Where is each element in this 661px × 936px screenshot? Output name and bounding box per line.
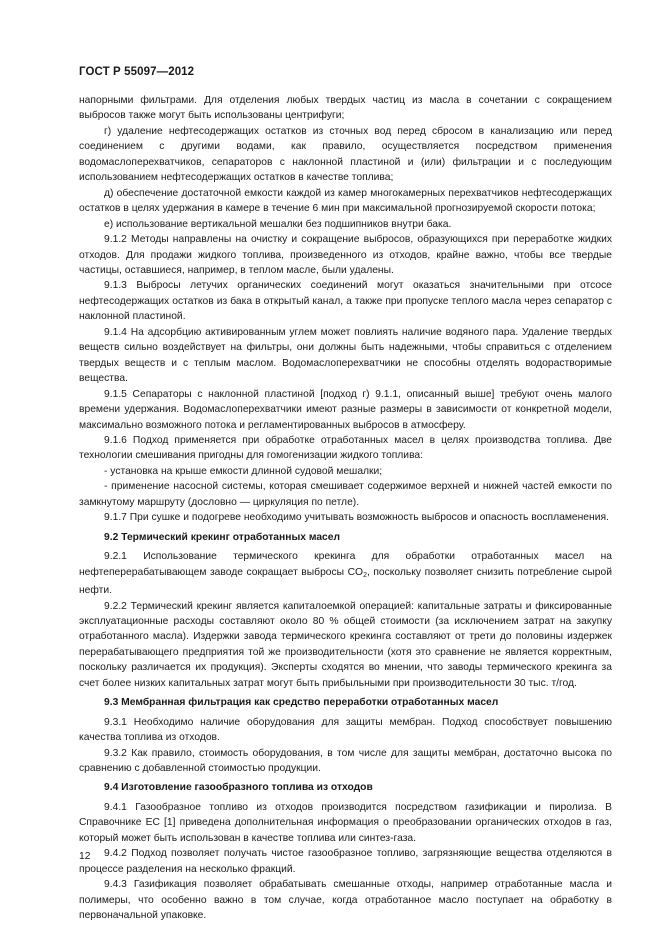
clause-9-3-1: 9.3.1 Необходимо наличие оборудования для защиты мембран. Подход способствует повышению качества топлива из отходов. — [79, 716, 612, 744]
list-item-e: е) использование вертикальной мешалки без подшипников внутри бака. — [104, 218, 452, 230]
clause-9-1-3: 9.1.3 Выбросы летучих органических соединений могут оказаться значительными при отсосе нефтесодержащих остатков из бака в открытый канал, а также при пропуске теплого масла через сепаратор с наклонной пластиной. — [79, 280, 612, 323]
co2-symbol: CO — [347, 566, 364, 578]
clause-9-2-2: 9.2.2 Термический крекинг является капиталоемкой операцией: капитальные затраты и фиксированные эксплуатационные расходы составляют около 80 % общей стоимости (за исключением затрат на закупку отработанного масла). Издержки завода термического крекинга составляют от трети до половины издержек перерабатывающего предприятия той же производительности (хотя это сравнение не является корректным, поскольку различается их продукция). Эксперты сходятся во мнении, что заводы термического крекинга за счет более низких капитальных затрат могут быть прибыльными при производительности 30 тыс. т/год. — [79, 600, 612, 689]
clause-9-1-6: 9.1.6 Подход применяется при обработке отработанных масел в целях производства топлива. Две технологии смешивания пригодны для гомогенизации жидкого топлива: — [79, 434, 612, 462]
clause-9-1-7: 9.1.7 При сушке и подогреве необходимо учитывать возможность выбросов и опасность воспламенения. — [104, 512, 609, 524]
document-code-header: ГОСТ Р 55097—2012 — [79, 66, 195, 78]
list-item-g: г) удаление нефтесодержащих остатков из сточных вод перед сбросом в канализацию или перед соединением с другими водами, как правило, осуществляется посредством применения водомаслоперехватчиков, сепараторов с наклонной пластиной и (или) фильтрации и с последующим использованием нефтесодержащих остатков в качестве топлива; — [79, 125, 612, 184]
clause-9-4-2: 9.4.2 Подход позволяет получать чистое газообразное топливо, загрязняющие вещества отделяются в процессе разделения на несколько фракций. — [79, 848, 612, 875]
section-heading-9-2: 9.2 Термический крекинг отработанных масел — [104, 531, 341, 543]
clause-9-4-1: 9.4.1 Газообразное топливо из отходов производится посредством газификации и пиролиза. В Справочнике ЕС [1] приведена дополнительная информация о преобразовании органических отходов в газ, который может быть использован в качестве топлива или синтез-газа. — [79, 801, 612, 844]
paragraph-continuation: напорными фильтрами. Для отделения любых твердых частиц из масла в сочетании с сокращением выбросов также могут быть использованы центрифуги; — [79, 95, 612, 122]
section-heading-9-4: 9.4 Изготовление газообразного топлива из отходов — [104, 782, 373, 794]
clause-9-4-3: 9.4.3 Газификация позволяет обрабатывать смешанные отходы, например отработанные масла и полимеры, что особенно важно в том случае, когда отработанное масло поступает на обработку в первоначальной упаковке. — [79, 879, 612, 922]
list-item-d: д) обеспечение достаточной емкости каждой из камер многокамерных перехватчиков нефтесодержащих остатков в целях удержания в камере в течение 6 мин при максимальной прогнозируемой скорости потока; — [79, 187, 612, 215]
clause-9-2-1-text-b: , поскольку позволяет снизить потребление сырой нефти. — [79, 566, 612, 597]
co2-subscript: 2 — [363, 571, 367, 579]
clause-9-1-5: 9.1.5 Сепараторы с наклонной пластиной [подход г) 9.1.1, описанный выше] требуют очень малого времени удержания. Водомаслоперехватчики имеют разные размеры в зависимости от конкретной модели, максимально возможного потока и регламентированных выбросов в атмосферу. — [79, 388, 612, 431]
dash-item-mixer: - установка на крыше емкости длинной судовой мешалки; — [104, 465, 383, 477]
co2-formula — [348, 567, 367, 578]
clause-9-1-4: 9.1.4 На адсорбцию активированным углем может повлиять наличие водяного пара. Удаление твердых веществ сильно воздействует на фильтры, они должны быть надежными, чтобы справиться с отделением твердых веществ и с теплым маслом. Водомаслоперехватчики не способны отделять водорастворимые вещества. — [79, 326, 612, 385]
dash-item-pump-system: - применение насосной системы, которая смешивает содержимое верхней и нижней частей емкости по замкнутому маршруту (дословно — циркуляция по петле). — [79, 481, 612, 508]
section-heading-9-3: 9.3 Мембранная фильтрация как средство переработки отработанных масел — [104, 697, 499, 709]
clause-9-3-2: 9.3.2 Как правило, стоимость оборудования, в том числе для защиты мембран, достаточно высока по сравнению с добавленной стоимостью продукции. — [79, 747, 612, 775]
clause-9-2-1 — [79, 549, 612, 598]
page-number: 12 — [79, 851, 91, 862]
clause-9-2-1-text-a: 9.2.1 Использование термического крекинга для обработки отработанных масел на нефтеперерабатывающем заводе сокращает выбросы — [79, 551, 612, 578]
clause-9-1-2: 9.1.2 Методы направлены на очистку и сокращение выбросов, образующихся при переработке жидких отходов. Для продажи жидкого топлива, произведенного из отходов, крайне важно, чтобы все твердые частицы, оставшиеся, например, в теплом масле, были удалены. — [79, 234, 612, 276]
document-body — [79, 93, 612, 924]
